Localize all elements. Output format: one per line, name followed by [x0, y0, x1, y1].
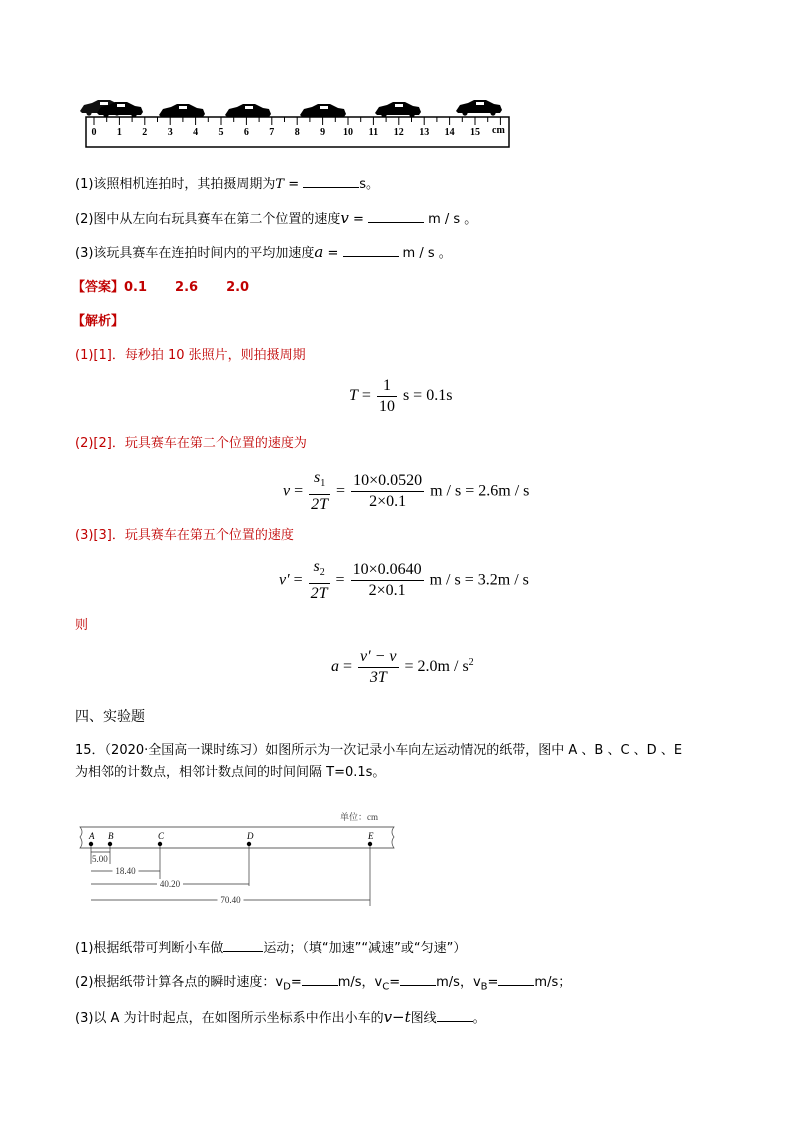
- q15-p3-prefix: (3)以 A 为计时起点，在如图所示坐标系中作出小车的: [75, 1011, 384, 1026]
- tape-point: [89, 842, 93, 846]
- ruler-figure: [80, 95, 512, 150]
- ruler-label: 14: [444, 127, 455, 138]
- ruler-label: 3: [167, 127, 173, 138]
- q3-eq: =: [323, 246, 343, 261]
- q3-blank[interactable]: [343, 242, 399, 257]
- eq3-den2: 2×0.1: [368, 582, 406, 600]
- tape-point-label: E: [368, 831, 374, 841]
- analysis-step-2: (2)[2]．玩具赛车在第二个位置的速度为: [75, 436, 307, 451]
- ruler-label: 6: [243, 127, 249, 138]
- q15-part-1: [75, 937, 466, 959]
- eq3-num1-sub: 2: [319, 567, 325, 579]
- eq3-frac2: [351, 561, 424, 600]
- tape-unit-label: 单位：cm: [340, 812, 378, 822]
- answer-line: [72, 278, 249, 298]
- ruler-label: 12: [393, 127, 404, 138]
- eq2-num1-sub: 1: [320, 478, 326, 490]
- ruler-label: 2: [142, 127, 148, 138]
- eq3-num1: s: [313, 558, 320, 575]
- equation-acceleration: a = $\frac{v' - v}{3T}$ = $2.0m / s^2$: [331, 648, 474, 686]
- ruler-label: 10: [343, 127, 353, 138]
- ruler-label: 5: [218, 127, 224, 138]
- eq4-sup: 2: [468, 656, 474, 668]
- q1-suffix: s。: [359, 177, 380, 192]
- q1-var: T: [275, 177, 285, 192]
- tape-point: [247, 842, 251, 846]
- ruler-label: 13: [419, 127, 430, 138]
- q15-p3-vt: v−t: [383, 1008, 411, 1026]
- tape-dimension-label: 70.40: [220, 895, 241, 905]
- analysis-label: 【解析】: [72, 314, 125, 329]
- ruler-label: 4: [193, 127, 199, 138]
- q15-p2-unit2: m/s，v: [436, 975, 481, 990]
- eq1-num: 1: [377, 377, 397, 397]
- tape-point-label: B: [108, 831, 114, 841]
- eq1-fraction: [377, 377, 397, 416]
- ruler-label: 7: [269, 127, 275, 138]
- eq4-rest: = 2.0m / s: [404, 658, 469, 676]
- q15-p1-suffix: 运动；（填“加速”“减速”或“匀速”）: [263, 941, 467, 956]
- q1-prefix: (1)该照相机连拍时，其拍摄周期为: [75, 177, 276, 192]
- q2-suffix: m / s 。: [428, 212, 478, 227]
- eq2-num1: s: [313, 469, 321, 486]
- q2-blank[interactable]: [368, 208, 424, 223]
- eq1-rest: s = 0.1s: [402, 387, 453, 405]
- analysis-step-4: 则: [75, 618, 89, 633]
- q15-p2-unit1: m/s，v: [337, 975, 383, 990]
- eq3-lhs: v′: [279, 571, 290, 589]
- paper-tape-figure: [72, 808, 402, 910]
- eq4-fraction: [358, 648, 399, 687]
- eq3-frac1: [309, 558, 330, 603]
- answer-value-3: 2.0: [226, 280, 250, 295]
- question-line-3: [75, 242, 452, 264]
- eq2-lhs: v: [283, 482, 291, 500]
- question-line-2: [75, 208, 477, 230]
- ruler-label: 0: [91, 127, 97, 138]
- question-line-1: [75, 173, 379, 195]
- eq4-lhs: a: [331, 658, 339, 676]
- q15-p3-mid: 图线: [410, 1011, 437, 1026]
- eq2-den1: 2T: [311, 496, 329, 514]
- q15-part-2: [75, 971, 571, 998]
- ruler-label: 11: [368, 127, 379, 138]
- q2-prefix: (2)图中从左向右玩具赛车在第二个位置的速度: [75, 212, 341, 227]
- ruler-unit: cm: [492, 125, 505, 136]
- ruler-label: 8: [294, 127, 300, 138]
- q15-p1-blank[interactable]: [223, 937, 263, 952]
- equation-velocity-2: v = $\frac{s_1}{2T}$ = $\frac{10\times 0.0520}{2\times 0.1}$ m / s = 2.6m / s: [283, 469, 530, 514]
- q15-p2-prefix: (2)根据纸带计算各点的瞬时速度：v: [75, 975, 284, 990]
- q15-part-3: [75, 1007, 486, 1029]
- eq1-den: 10: [378, 398, 395, 415]
- q1-eq: =: [284, 177, 304, 192]
- q3-prefix: (3)该玩具赛车在连拍时间内的平均加速度: [75, 246, 315, 261]
- tape-dimension-label: 40.20: [159, 879, 181, 889]
- q15-line-2: 为相邻的计数点，相邻计数点间的时间间隔 T=0.1s。: [75, 765, 386, 780]
- equation-period: T = $\frac{1}{10}$ s = 0.1s: [349, 377, 453, 415]
- q15-p3-end: 。: [472, 1011, 486, 1026]
- eq4-den: 3T: [369, 669, 387, 686]
- ruler-label: 1: [116, 127, 122, 138]
- tape-point: [108, 842, 112, 846]
- q15-vb-blank[interactable]: [498, 971, 534, 986]
- answer-label: 【答案】: [72, 280, 125, 295]
- q15-line-1: 15．（2020·全国高一课时练习）如图所示为一次记录小车向左运动情况的纸带，图中 A 、B 、C 、D 、E: [75, 743, 683, 758]
- tape-point-label: A: [89, 831, 95, 841]
- tape-dimension-label: 5.00: [92, 854, 108, 864]
- tape-point-label: C: [158, 831, 165, 841]
- q15-p2-eq3: =: [487, 975, 499, 990]
- eq2-rest: m / s = 2.6m / s: [430, 482, 530, 500]
- q15-p2-unit3: m/s；: [534, 975, 572, 990]
- q3-var: a: [314, 243, 324, 261]
- q15-p3-blank[interactable]: [437, 1007, 473, 1022]
- analysis-step-1: (1)[1]．每秒拍 10 张照片，则拍摄周期: [75, 348, 306, 363]
- tape-point: [368, 842, 372, 846]
- tape-point-label: D: [247, 831, 254, 841]
- ruler-label: 9: [320, 127, 326, 138]
- ruler-label: 15: [470, 127, 480, 138]
- tape-point: [158, 842, 162, 846]
- eq2-frac2: [351, 472, 424, 511]
- q15-p2-sub-c: C: [382, 981, 390, 993]
- q2-var: v: [340, 209, 349, 227]
- tape-dimension-label: 18.40: [115, 866, 136, 876]
- eq3-rest: m / s = 3.2m / s: [429, 571, 529, 589]
- section-heading: 四、实验题: [75, 709, 145, 725]
- q15-p1-prefix: (1)根据纸带可判断小车做: [75, 941, 224, 956]
- q15-vc-blank[interactable]: [400, 971, 436, 986]
- q15-p2-eq2: =: [389, 975, 401, 990]
- eq2-den2: 2×0.1: [369, 493, 407, 511]
- q15-p2-eq1: =: [290, 975, 302, 990]
- answer-value-1: 0.1: [124, 280, 148, 295]
- q15-p2-sub-b: B: [480, 981, 488, 993]
- eq3-num2: 10×0.0640: [351, 561, 424, 581]
- q2-eq: =: [348, 212, 369, 227]
- eq2-num2: 10×0.0520: [351, 472, 424, 492]
- q15-p2-sub-d: D: [283, 981, 291, 993]
- eq4-num: v′ − v: [358, 648, 399, 668]
- q3-suffix: m / s 。: [402, 246, 452, 261]
- equation-velocity-5: v′ = $\frac{s_2}{2T}$ = $\frac{10\times 0.0640}{2\times 0.1}$ m / s = 3.2m / s: [279, 558, 529, 603]
- answer-value-2: 2.6: [175, 280, 199, 295]
- eq2-frac1: [309, 469, 330, 514]
- q15-vd-blank[interactable]: [302, 971, 338, 986]
- q1-blank[interactable]: [303, 173, 359, 188]
- eq1-lhs: T: [349, 387, 358, 405]
- eq3-den1: 2T: [310, 585, 328, 603]
- analysis-step-3: (3)[3]．玩具赛车在第五个位置的速度: [75, 528, 294, 543]
